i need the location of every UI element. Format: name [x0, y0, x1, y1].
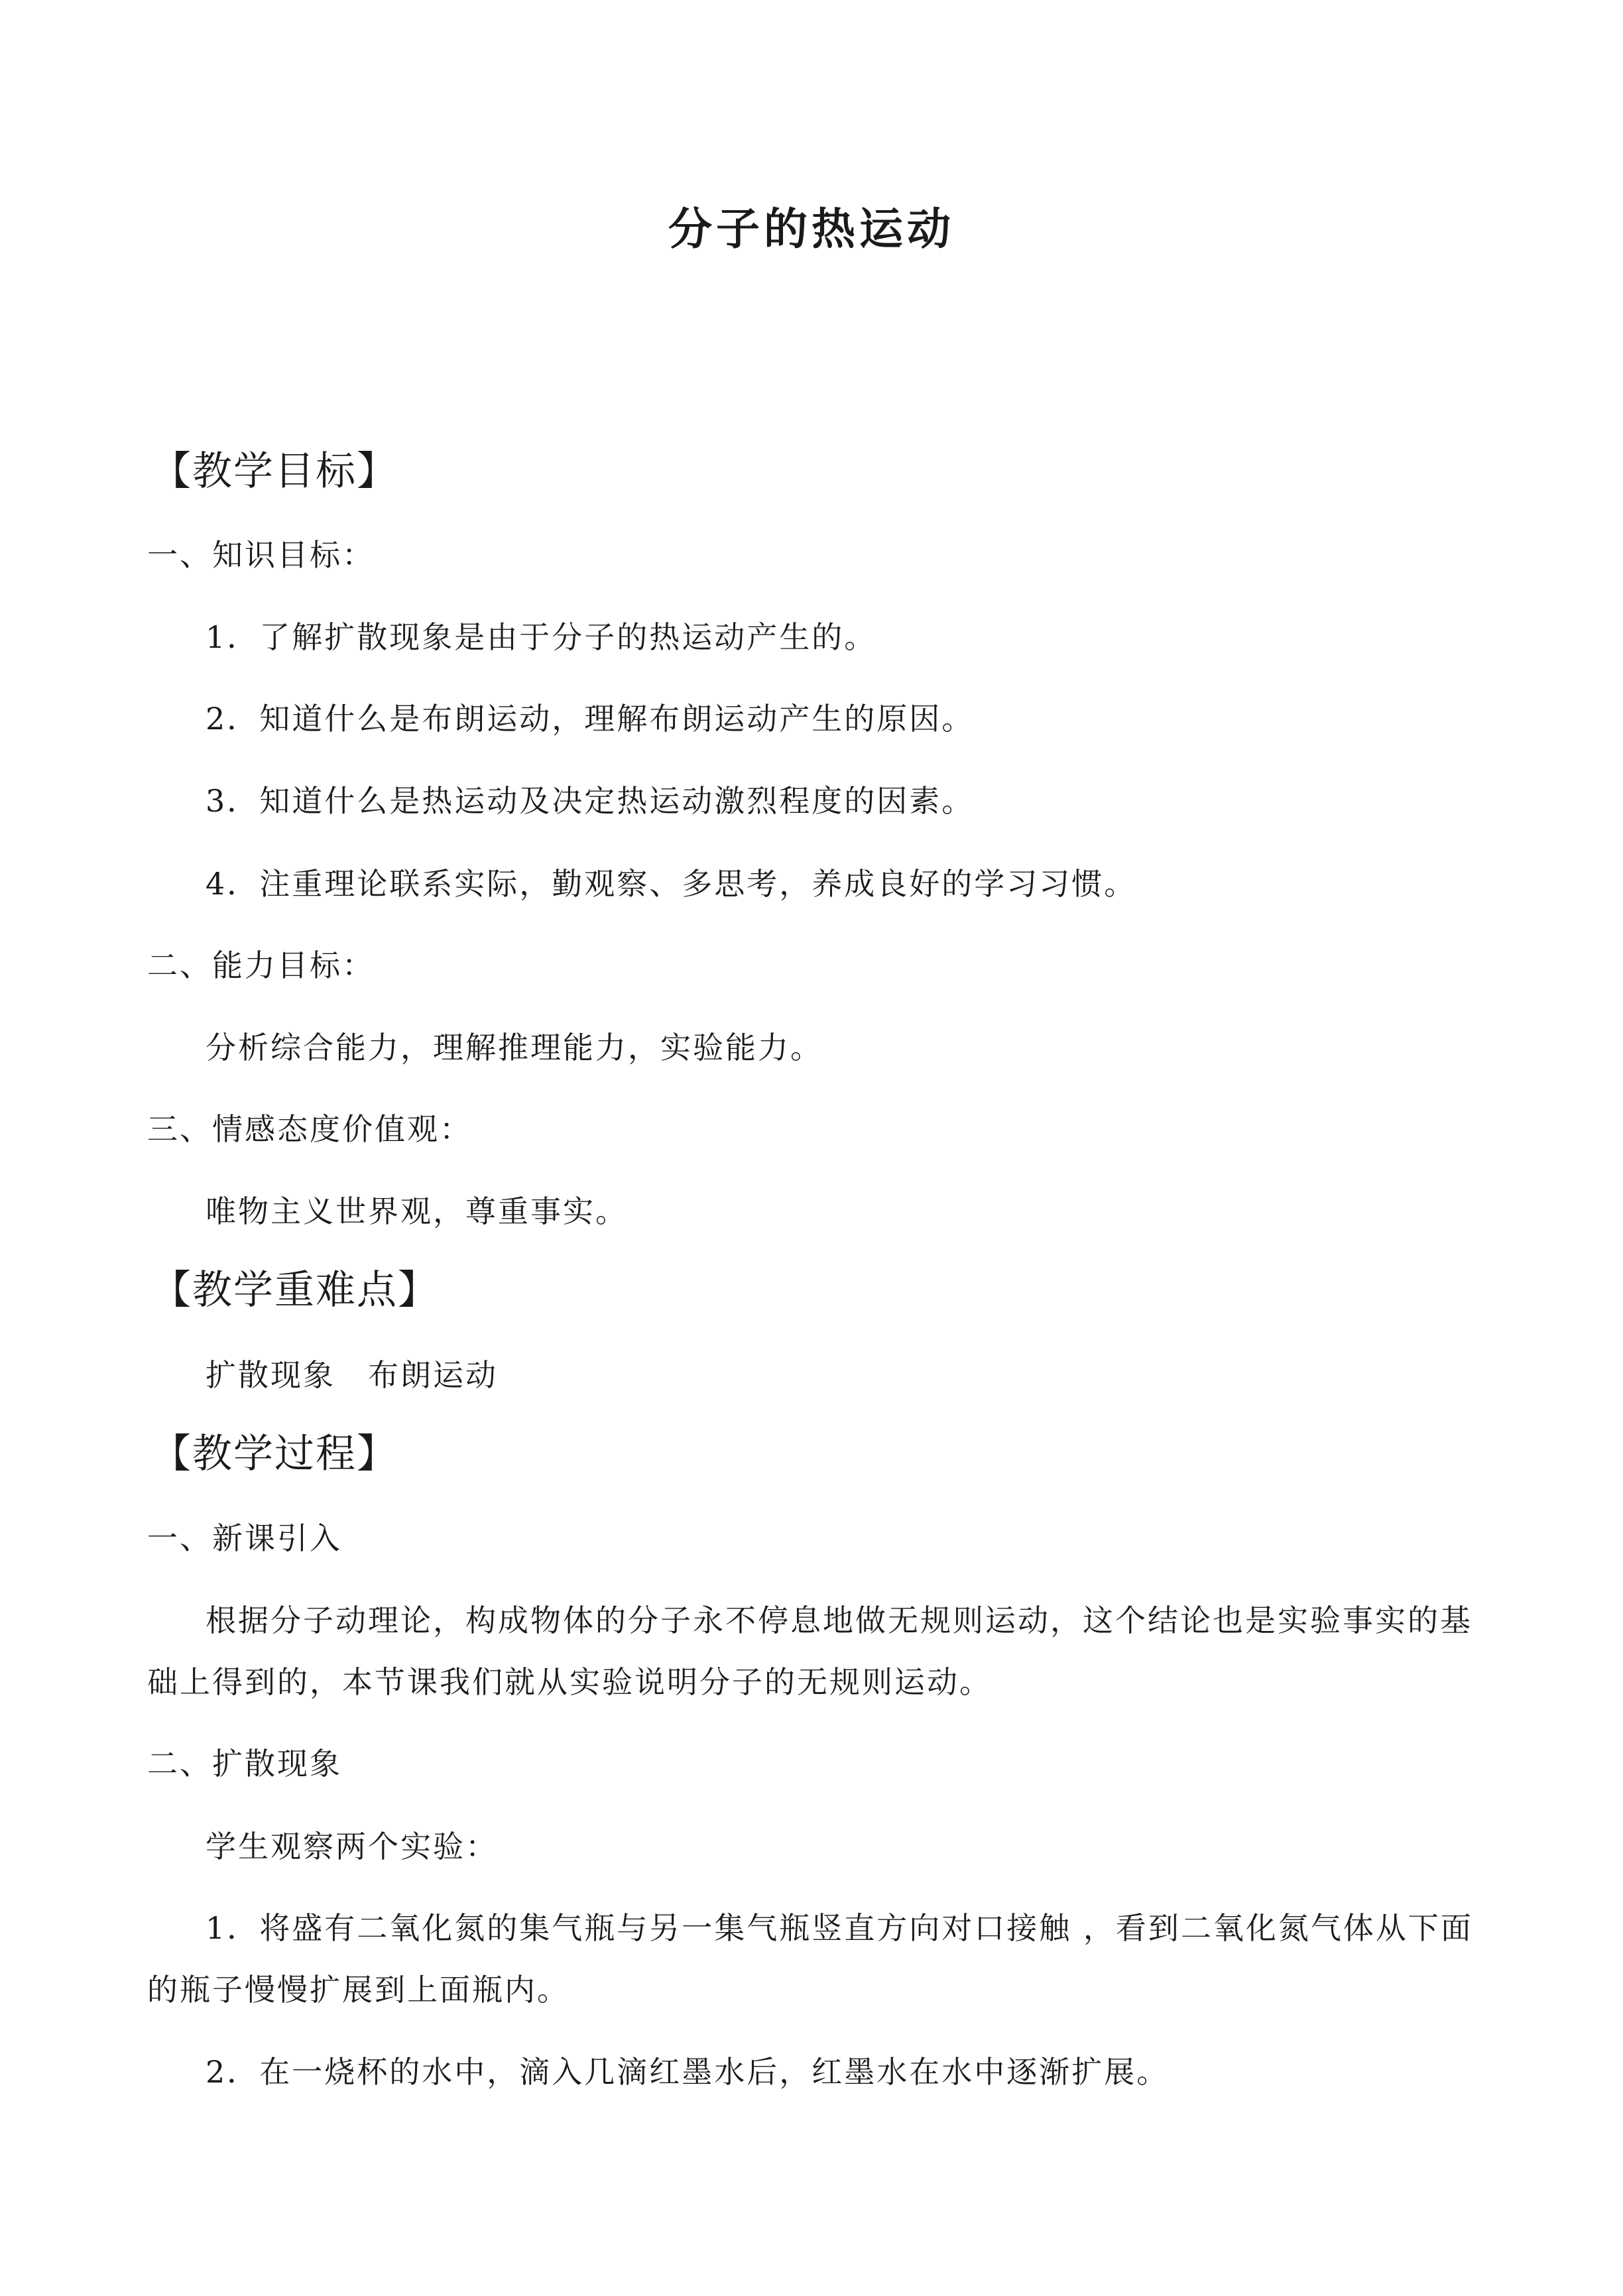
ability-heading: 二、能力目标： — [147, 947, 375, 983]
section-heading-key-points: 【教学重难点】 — [151, 1267, 439, 1313]
page-title: 分子的热运动 — [668, 203, 955, 255]
diffusion-experiment-2: 2．在一烧杯的水中，滴入几滴红墨水后，红墨水在水中逐渐扩展。 — [206, 2054, 1170, 2090]
knowledge-heading: 一、知识目标： — [147, 537, 375, 573]
intro-paragraph-line-1: 根据分子动理论，构成物体的分子永不停息地做无规则运动，这个结论也是实验事实的基 — [206, 1602, 1473, 1638]
knowledge-item-2: 2．知道什么是布朗运动，理解布朗运动产生的原因。 — [206, 701, 975, 737]
diffusion-heading: 二、扩散现象 — [147, 1746, 342, 1782]
emotion-heading: 三、情感态度价值观： — [147, 1111, 472, 1147]
intro-paragraph-line-2: 础上得到的，本节课我们就从实验说明分子的无规则运动。 — [147, 1664, 992, 1700]
diffusion-experiment-1-line-1: 1．将盛有二氧化氮的集气瓶与另一集气瓶竖直方向对口接触 ，看到二氧化氮气体从下面 — [206, 1910, 1473, 1946]
key-points-text: 扩散现象 布朗运动 — [206, 1357, 498, 1393]
knowledge-item-4: 4．注重理论联系实际，勤观察、多思考，养成良好的学习习惯。 — [206, 866, 1137, 902]
intro-heading: 一、新课引入 — [147, 1520, 342, 1556]
knowledge-item-1: 1．了解扩散现象是由于分子的热运动产生的。 — [206, 619, 877, 655]
emotion-text: 唯物主义世界观，尊重事实。 — [206, 1193, 628, 1229]
ability-text: 分析综合能力，理解推理能力，实验能力。 — [206, 1030, 823, 1065]
knowledge-item-3: 3．知道什么是热运动及决定热运动激烈程度的因素。 — [206, 783, 975, 819]
section-heading-objectives: 【教学目标】 — [151, 448, 398, 495]
diffusion-experiment-1-line-2: 的瓶子慢慢扩展到上面瓶内。 — [147, 1972, 570, 2008]
diffusion-observe-text: 学生观察两个实验： — [206, 1829, 498, 1864]
section-heading-process: 【教学过程】 — [151, 1431, 398, 1477]
